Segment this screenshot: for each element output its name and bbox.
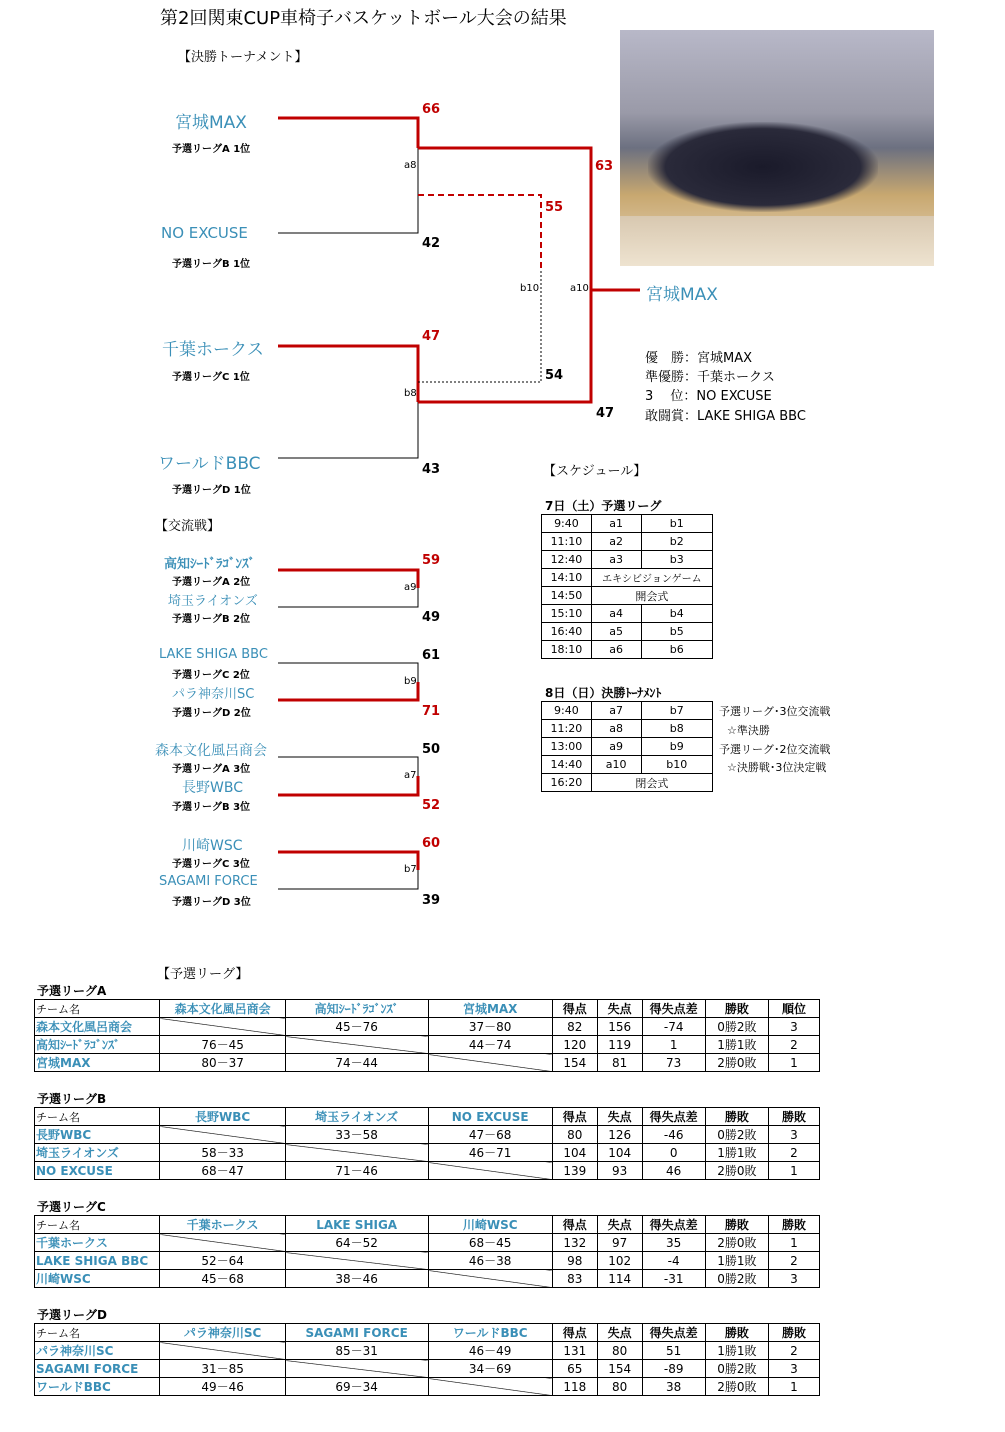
league-table [34, 1107, 820, 1180]
day2-caption: 8日（日）決勝ﾄｰﾅﾒﾝﾄ [545, 686, 662, 700]
league-title: 予選リーグC [37, 1200, 106, 1214]
stat-cell: 35 [642, 1234, 705, 1252]
exchange-section-heading: 【交流戦】 [155, 519, 221, 534]
league-table [34, 999, 820, 1072]
match-result-cell: 49－46 [160, 1378, 285, 1396]
schedule-match: a5 [591, 623, 641, 641]
team-name-cell: SAGAMI FORCE [35, 1360, 160, 1378]
final-team-2: NO EXCUSE [161, 224, 248, 242]
exchange-1-seed-1: 予選リーグA 2位 [172, 577, 251, 588]
table-row [35, 1162, 820, 1180]
stat-header: 勝敗 [705, 1216, 768, 1234]
final-score-47: 47 [596, 406, 615, 421]
opponent-header: 高知ｼｰﾄﾞﾗｺﾞﾝｽﾞ [285, 1000, 428, 1018]
team-name-cell: 森本文化風呂商会 [35, 1018, 160, 1036]
team-name-cell: 宮城MAX [35, 1054, 160, 1072]
match-result-cell: 44－74 [428, 1036, 552, 1054]
stat-cell: 97 [597, 1234, 642, 1252]
stat-cell: 3 [768, 1126, 819, 1144]
stat-header: 勝敗 [705, 1000, 768, 1018]
stat-cell: 46 [642, 1162, 705, 1180]
stat-header: 失点 [597, 1108, 642, 1126]
match-result-cell: 52－64 [160, 1252, 285, 1270]
stat-cell: 80 [597, 1378, 642, 1396]
opponent-header: ワールドBBC [428, 1324, 552, 1342]
schedule-row [542, 605, 713, 623]
schedule-time: 9:40 [542, 515, 592, 533]
schedule-row [542, 756, 713, 774]
team-name-header: チーム名 [35, 1108, 160, 1126]
schedule-time: 11:10 [542, 533, 592, 551]
stat-header: 勝敗 [705, 1324, 768, 1342]
opponent-header: 川崎WSC [428, 1216, 552, 1234]
league-header-row [35, 1000, 820, 1018]
match-code-a7: a7 [404, 770, 417, 781]
stat-header: 失点 [597, 1216, 642, 1234]
schedule-time: 14:40 [542, 756, 592, 774]
stat-cell: 154 [597, 1360, 642, 1378]
schedule-row [542, 515, 713, 533]
schedule-time: 15:10 [542, 605, 592, 623]
stat-cell: 2勝0敗 [705, 1378, 768, 1396]
match-result-cell: 46－38 [428, 1252, 552, 1270]
exchange-1-seed-2: 予選リーグB 2位 [172, 614, 251, 625]
opponent-header: 森本文化風呂商会 [160, 1000, 285, 1018]
match-code-a9: a9 [404, 582, 417, 593]
stat-cell: 51 [642, 1342, 705, 1360]
match-result-cell: 68－45 [428, 1234, 552, 1252]
schedule-time: 14:50 [542, 587, 592, 605]
opponent-header: 宮城MAX [428, 1000, 552, 1018]
exchange-4-seed-2: 予選リーグD 3位 [172, 897, 251, 908]
team-name-cell: 埼玉ライオンズ [35, 1144, 160, 1162]
schedule-row [542, 587, 713, 605]
match-result-cell [428, 1162, 552, 1180]
match-result-cell [428, 1378, 552, 1396]
schedule-row [542, 738, 713, 756]
schedule-section-heading: 【スケジュール】 [543, 464, 647, 479]
stat-cell: 1 [642, 1036, 705, 1054]
result-third: 3 位：NO EXCUSE [645, 389, 772, 404]
league-table [34, 1215, 820, 1288]
exchange-3-team-1: 森本文化風呂商会 [155, 743, 267, 759]
match-result-cell: 71－46 [285, 1162, 428, 1180]
third-score-54: 54 [545, 368, 564, 383]
match-result-cell: 33－58 [285, 1126, 428, 1144]
result-winner: 優 勝：宮城MAX [645, 351, 753, 366]
exchange-4-team-2: SAGAMI FORCE [159, 874, 258, 889]
team-name-cell: ワールドBBC [35, 1378, 160, 1396]
final-team-4-seed: 予選リーグD 1位 [172, 485, 251, 496]
schedule-time: 14:10 [542, 569, 592, 587]
schedule-match: b5 [641, 623, 713, 641]
final-team-1: 宮城MAX [175, 113, 247, 133]
match-result-cell: 45－76 [285, 1018, 428, 1036]
schedule-match: b7 [641, 702, 712, 720]
team-name-cell: NO EXCUSE [35, 1162, 160, 1180]
stat-cell: 154 [552, 1054, 597, 1072]
schedule-match: a6 [591, 641, 641, 659]
stat-header: 得点 [552, 1324, 597, 1342]
schedule-row [542, 623, 713, 641]
day1-caption: 7日（土）予選リーグ [545, 499, 662, 513]
team-name-cell: LAKE SHIGA BBC [35, 1252, 160, 1270]
final-team-1-seed: 予選リーグA 1位 [172, 144, 251, 155]
league-title: 予選リーグB [37, 1092, 107, 1106]
third-score-55: 55 [545, 200, 564, 215]
schedule-time: 16:40 [542, 623, 592, 641]
exchange-1-score-2: 49 [422, 610, 441, 625]
stat-cell: -31 [642, 1270, 705, 1288]
schedule-row [542, 569, 713, 587]
final-team-3-seed: 予選リーグC 1位 [172, 372, 250, 383]
opponent-header: 千葉ホークス [160, 1216, 285, 1234]
league-header-row [35, 1324, 820, 1342]
stat-header: 勝敗 [705, 1108, 768, 1126]
league-header-row [35, 1216, 820, 1234]
exchange-2-score-2: 71 [422, 704, 441, 719]
schedule-match: a8 [591, 720, 641, 738]
schedule-match: b1 [641, 515, 713, 533]
exchange-4-score-1: 60 [422, 836, 441, 851]
stat-cell: 1勝1敗 [705, 1036, 768, 1054]
day2-note-4: ☆決勝戦･3位決定戦 [727, 761, 827, 774]
schedule-match: a7 [591, 702, 641, 720]
schedule-match: a4 [591, 605, 641, 623]
stat-header: 得失点差 [642, 1108, 705, 1126]
schedule-match: a10 [591, 756, 641, 774]
stat-header: 得失点差 [642, 1324, 705, 1342]
stat-header: 勝敗 [768, 1108, 819, 1126]
exchange-3-seed-2: 予選リーグB 3位 [172, 802, 251, 813]
match-code-b8: b8 [404, 388, 417, 399]
table-row [35, 1342, 820, 1360]
table-row [35, 1036, 820, 1054]
stat-cell: 2 [768, 1036, 819, 1054]
exchange-4-seed-1: 予選リーグC 3位 [172, 859, 250, 870]
stat-header: 勝敗 [768, 1216, 819, 1234]
stat-cell: 3 [768, 1360, 819, 1378]
team-name-cell: パラ神奈川SC [35, 1342, 160, 1360]
match-result-cell [160, 1126, 285, 1144]
match-result-cell: 45－68 [160, 1270, 285, 1288]
schedule-match: a9 [591, 738, 641, 756]
opponent-header: NO EXCUSE [428, 1108, 552, 1126]
stat-header: 得失点差 [642, 1000, 705, 1018]
team-name-header: チーム名 [35, 1000, 160, 1018]
final-score-2: 42 [422, 236, 441, 251]
league-title: 予選リーグA [37, 984, 107, 998]
exchange-3-seed-1: 予選リーグA 3位 [172, 764, 251, 775]
match-result-cell: 47－68 [428, 1126, 552, 1144]
schedule-row [542, 720, 713, 738]
stat-cell: 2勝0敗 [705, 1234, 768, 1252]
exchange-1-team-1: 高知ｼｰﾄﾞﾗｺﾞﾝｽﾞ [164, 557, 256, 572]
match-code-b9: b9 [404, 676, 417, 687]
schedule-match: b9 [641, 738, 712, 756]
schedule-match: a3 [591, 551, 641, 569]
match-result-cell: 85－31 [285, 1342, 428, 1360]
stat-cell: 0勝2敗 [705, 1126, 768, 1144]
opponent-header: LAKE SHIGA [285, 1216, 428, 1234]
stat-cell: 139 [552, 1162, 597, 1180]
stat-cell: 2 [768, 1144, 819, 1162]
result-runner-up: 準優勝：千葉ホークス [645, 370, 775, 385]
team-name-cell: 長野WBC [35, 1126, 160, 1144]
exchange-2-seed-1: 予選リーグC 2位 [172, 670, 250, 681]
match-result-cell: 37－80 [428, 1018, 552, 1036]
stat-cell: 83 [552, 1270, 597, 1288]
team-photo [620, 30, 934, 266]
stat-cell: 0勝2敗 [705, 1018, 768, 1036]
match-result-cell: 31－85 [160, 1360, 285, 1378]
stat-cell: 81 [597, 1054, 642, 1072]
schedule-time: 16:20 [542, 774, 592, 792]
schedule-match: b3 [641, 551, 713, 569]
exchange-3-team-2: 長野WBC [182, 780, 243, 796]
match-result-cell: 34－69 [428, 1360, 552, 1378]
stat-cell: 2 [768, 1252, 819, 1270]
stat-cell: 104 [597, 1144, 642, 1162]
stat-cell: 80 [552, 1126, 597, 1144]
schedule-row [542, 702, 713, 720]
table-row [35, 1378, 820, 1396]
match-result-cell: 74－44 [285, 1054, 428, 1072]
stat-cell: 120 [552, 1036, 597, 1054]
match-code-a8: a8 [404, 160, 417, 171]
stat-cell: 73 [642, 1054, 705, 1072]
result-fighting-spirit: 敢闘賞：LAKE SHIGA BBC [645, 409, 806, 424]
schedule-match: b8 [641, 720, 712, 738]
table-row [35, 1270, 820, 1288]
stat-cell: 1 [768, 1162, 819, 1180]
table-row [35, 1126, 820, 1144]
exchange-4-score-2: 39 [422, 893, 441, 908]
schedule-time: 9:40 [542, 702, 592, 720]
schedule-match: a1 [591, 515, 641, 533]
match-result-cell [285, 1360, 428, 1378]
exchange-4-team-1: 川崎WSC [182, 838, 243, 854]
schedule-event: 閉会式 [591, 774, 712, 792]
stat-cell: 98 [552, 1252, 597, 1270]
stat-cell: 93 [597, 1162, 642, 1180]
team-name-header: チーム名 [35, 1216, 160, 1234]
match-code-b10: b10 [520, 283, 540, 294]
schedule-time: 11:20 [542, 720, 592, 738]
final-score-1: 66 [422, 102, 441, 117]
stat-cell: 3 [768, 1018, 819, 1036]
table-row [35, 1054, 820, 1072]
match-result-cell: 38－46 [285, 1270, 428, 1288]
stat-cell: 1勝1敗 [705, 1252, 768, 1270]
stat-cell: 65 [552, 1360, 597, 1378]
stat-cell: 80 [597, 1342, 642, 1360]
champion-name: 宮城MAX [646, 285, 718, 305]
league-header-row [35, 1108, 820, 1126]
stat-cell: 0 [642, 1144, 705, 1162]
schedule-match: a2 [591, 533, 641, 551]
exchange-2-team-1: LAKE SHIGA BBC [159, 647, 268, 662]
final-section-heading: 【決勝トーナメント】 [178, 50, 308, 65]
schedule-event: 開会式 [591, 587, 712, 605]
stat-cell: 3 [768, 1270, 819, 1288]
match-result-cell: 58－33 [160, 1144, 285, 1162]
league-table [34, 1323, 820, 1396]
match-result-cell: 64－52 [285, 1234, 428, 1252]
match-result-cell: 69－34 [285, 1378, 428, 1396]
exchange-2-seed-2: 予選リーグD 2位 [172, 708, 251, 719]
stat-cell: -89 [642, 1360, 705, 1378]
table-row [35, 1144, 820, 1162]
stat-cell: 1 [768, 1234, 819, 1252]
final-score-4: 43 [422, 462, 441, 477]
exchange-3-score-2: 52 [422, 798, 441, 813]
schedule-match: b4 [641, 605, 713, 623]
stat-header: 順位 [768, 1000, 819, 1018]
stat-cell: 131 [552, 1342, 597, 1360]
exchange-3-score-1: 50 [422, 742, 441, 757]
opponent-header: 長野WBC [160, 1108, 285, 1126]
team-name-cell: 高知ｼｰﾄﾞﾗｺﾞﾝｽﾞ [35, 1036, 160, 1054]
stat-cell: 1勝1敗 [705, 1342, 768, 1360]
stat-cell: 119 [597, 1036, 642, 1054]
match-result-cell: 46－49 [428, 1342, 552, 1360]
match-result-cell: 68－47 [160, 1162, 285, 1180]
match-result-cell: 80－37 [160, 1054, 285, 1072]
stat-cell: -4 [642, 1252, 705, 1270]
stat-header: 得点 [552, 1108, 597, 1126]
match-result-cell [428, 1270, 552, 1288]
stat-cell: 2 [768, 1342, 819, 1360]
stat-cell: 114 [597, 1270, 642, 1288]
table-row [35, 1252, 820, 1270]
day2-note-3: 予選リーグ･2位交流戦 [719, 743, 831, 756]
stat-cell: 102 [597, 1252, 642, 1270]
stat-cell: 0勝2敗 [705, 1270, 768, 1288]
page-title: 第2回関東CUP車椅子バスケットボール大会の結果 [160, 8, 567, 29]
match-result-cell [285, 1252, 428, 1270]
stat-cell: 104 [552, 1144, 597, 1162]
table-row [35, 1234, 820, 1252]
stat-header: 得点 [552, 1216, 597, 1234]
stat-cell: 156 [597, 1018, 642, 1036]
stat-header: 得失点差 [642, 1216, 705, 1234]
opponent-header: 埼玉ライオンズ [285, 1108, 428, 1126]
schedule-row [542, 641, 713, 659]
opponent-header: パラ神奈川SC [160, 1324, 285, 1342]
match-result-cell [160, 1342, 285, 1360]
day2-note-1: 予選リーグ･3位交流戦 [719, 705, 831, 718]
schedule-row [542, 533, 713, 551]
final-team-4: ワールドBBC [158, 454, 261, 474]
team-name-header: チーム名 [35, 1324, 160, 1342]
schedule-match: b6 [641, 641, 713, 659]
stat-cell: -74 [642, 1018, 705, 1036]
stat-header: 失点 [597, 1324, 642, 1342]
schedule-event: エキシビジョンゲーム [591, 569, 712, 587]
schedule-row [542, 774, 713, 792]
schedule-time: 18:10 [542, 641, 592, 659]
stat-cell: 132 [552, 1234, 597, 1252]
schedule-row [542, 551, 713, 569]
exchange-1-team-2: 埼玉ライオンズ [168, 594, 258, 609]
exchange-2-team-2: パラ神奈川SC [172, 687, 255, 702]
match-result-cell: 46－71 [428, 1144, 552, 1162]
team-name-cell: 川崎WSC [35, 1270, 160, 1288]
table-row [35, 1018, 820, 1036]
stat-cell: 1 [768, 1054, 819, 1072]
stat-cell: 0勝2敗 [705, 1360, 768, 1378]
league-section-heading: 【予選リーグ】 [157, 967, 249, 982]
stat-cell: 126 [597, 1126, 642, 1144]
league-title: 予選リーグD [37, 1308, 107, 1322]
exchange-1-score-1: 59 [422, 553, 441, 568]
stat-cell: 2勝0敗 [705, 1054, 768, 1072]
team-name-cell: 千葉ホークス [35, 1234, 160, 1252]
match-result-cell [160, 1018, 285, 1036]
schedule-match: b10 [641, 756, 712, 774]
match-result-cell: 76－45 [160, 1036, 285, 1054]
stat-cell: 38 [642, 1378, 705, 1396]
match-code-a10: a10 [570, 283, 589, 294]
stat-header: 勝敗 [768, 1324, 819, 1342]
stat-header: 失点 [597, 1000, 642, 1018]
match-result-cell [428, 1054, 552, 1072]
day2-note-2: ☆準決勝 [727, 724, 770, 737]
match-result-cell [160, 1234, 285, 1252]
stat-cell: 82 [552, 1018, 597, 1036]
table-row [35, 1360, 820, 1378]
opponent-header: SAGAMI FORCE [285, 1324, 428, 1342]
schedule-time: 12:40 [542, 551, 592, 569]
final-score-63: 63 [595, 159, 614, 174]
match-code-b7: b7 [404, 864, 417, 875]
stat-cell: 118 [552, 1378, 597, 1396]
stat-cell: 1勝1敗 [705, 1144, 768, 1162]
day2-schedule-table [541, 701, 713, 792]
exchange-2-score-1: 61 [422, 648, 441, 663]
stat-header: 得点 [552, 1000, 597, 1018]
final-team-2-seed: 予選リーグB 1位 [172, 259, 251, 270]
final-score-3: 47 [422, 329, 441, 344]
day1-schedule-table [541, 514, 713, 659]
match-result-cell [285, 1036, 428, 1054]
schedule-time: 13:00 [542, 738, 592, 756]
final-team-3: 千葉ホークス [162, 340, 264, 360]
match-result-cell [285, 1144, 428, 1162]
stat-cell: -46 [642, 1126, 705, 1144]
stat-cell: 1 [768, 1378, 819, 1396]
schedule-match: b2 [641, 533, 713, 551]
stat-cell: 2勝0敗 [705, 1162, 768, 1180]
